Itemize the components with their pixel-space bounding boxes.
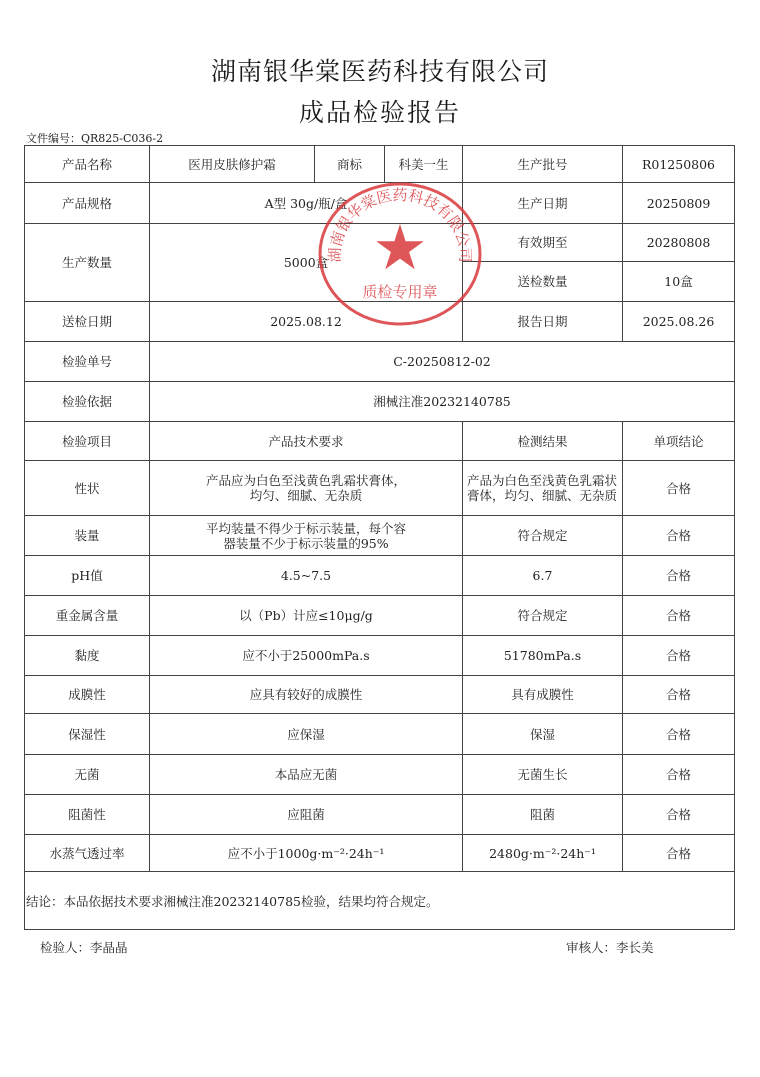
test-verdict: 合格 xyxy=(623,636,735,676)
mfg-date-label: 生产日期 xyxy=(463,183,623,224)
table-row xyxy=(25,755,735,795)
test-result: 2480g·m⁻²·24h⁻¹ xyxy=(463,835,623,872)
row-inspection-no xyxy=(25,342,735,382)
results-header-row xyxy=(25,422,735,461)
conclusion-text: 结论：本品依据技术要求湘械注准20232140785检验，结果均符合规定。 xyxy=(26,894,439,909)
header-result: 检测结果 xyxy=(463,422,623,461)
test-requirement: 平均装量不得少于标示装量，每个容器装量不少于标示装量的95% xyxy=(150,516,463,556)
test-verdict: 合格 xyxy=(623,596,735,636)
brand-label: 商标 xyxy=(315,146,385,183)
table-row xyxy=(25,556,735,596)
test-requirement: 以（Pb）计应≤10μg/g xyxy=(150,596,463,636)
batch-value: R01250806 xyxy=(623,146,735,183)
test-item: pH值 xyxy=(25,556,150,596)
test-item: 装量 xyxy=(25,516,150,556)
test-result: 具有成膜性 xyxy=(463,676,623,714)
document-number: 文件编号：QR825-C036-2 xyxy=(26,132,164,145)
table-row xyxy=(25,596,735,636)
quantity-value: 5000盒 xyxy=(150,224,463,302)
test-item: 阻菌性 xyxy=(25,795,150,835)
stamp-inner-text: 质检专用章 xyxy=(362,283,438,301)
batch-label: 生产批号 xyxy=(463,146,623,183)
test-requirement: 应不小于25000mPa.s xyxy=(150,636,463,676)
test-verdict: 合格 xyxy=(623,556,735,596)
test-requirement: 4.5~7.5 xyxy=(150,556,463,596)
expiry-label: 有效期至 xyxy=(463,224,623,262)
test-verdict: 合格 xyxy=(623,795,735,835)
test-result: 阻菌 xyxy=(463,795,623,835)
test-item: 水蒸气透过率 xyxy=(25,835,150,872)
test-requirement: 应阻菌 xyxy=(150,795,463,835)
table-row xyxy=(25,714,735,755)
report-title: 成品检验报告 xyxy=(298,98,461,127)
test-requirement: 应保湿 xyxy=(150,714,463,755)
row-product-name xyxy=(25,146,735,183)
test-result: 无菌生长 xyxy=(463,755,623,795)
row-basis xyxy=(25,382,735,422)
test-result: 6.7 xyxy=(463,556,623,596)
sample-qty-value: 10盒 xyxy=(623,262,735,302)
report-date-label: 报告日期 xyxy=(463,302,623,342)
test-verdict: 合格 xyxy=(623,676,735,714)
table-row xyxy=(25,461,735,516)
test-item: 性状 xyxy=(25,461,150,516)
test-item: 重金属含量 xyxy=(25,596,150,636)
test-verdict: 合格 xyxy=(623,461,735,516)
table-row xyxy=(25,795,735,835)
company-title: 湖南银华棠医药科技有限公司 xyxy=(210,57,549,86)
row-spec xyxy=(25,183,735,224)
reviewer-signature: 审核人：李长美 xyxy=(566,940,654,955)
spec-value: A型 30g/瓶/盒 xyxy=(150,183,463,224)
submit-date-value: 2025.08.12 xyxy=(150,302,463,342)
test-item: 黏度 xyxy=(25,636,150,676)
test-verdict: 合格 xyxy=(623,755,735,795)
spec-label: 产品规格 xyxy=(25,183,150,224)
test-requirement: 产品应为白色至浅黄色乳霜状膏体，均匀、细腻、无杂质 xyxy=(150,461,463,516)
test-result: 符合规定 xyxy=(463,596,623,636)
brand-value: 科美一生 xyxy=(385,146,463,183)
test-result: 符合规定 xyxy=(463,516,623,556)
inspection-report-table xyxy=(24,145,735,930)
test-verdict: 合格 xyxy=(623,714,735,755)
expiry-value: 20280808 xyxy=(623,224,735,262)
test-result: 51780mPa.s xyxy=(463,636,623,676)
basis-value: 湘械注准20232140785 xyxy=(150,382,735,422)
test-requirement: 应不小于1000g·m⁻²·24h⁻¹ xyxy=(150,835,463,872)
submit-date-label: 送检日期 xyxy=(25,302,150,342)
test-verdict: 合格 xyxy=(623,516,735,556)
test-item: 保湿性 xyxy=(25,714,150,755)
table-row xyxy=(25,835,735,872)
product-name-value: 医用皮肤修护霜 xyxy=(150,146,315,183)
test-item: 成膜性 xyxy=(25,676,150,714)
table-row xyxy=(25,636,735,676)
stamp-outer-text: 湖南银华棠医药科技有限公司 xyxy=(325,186,475,263)
product-name-label: 产品名称 xyxy=(25,146,150,183)
header-verdict: 单项结论 xyxy=(623,422,735,461)
test-result: 保湿 xyxy=(463,714,623,755)
report-date-value: 2025.08.26 xyxy=(623,302,735,342)
test-item: 无菌 xyxy=(25,755,150,795)
table-row xyxy=(25,676,735,714)
quantity-label: 生产数量 xyxy=(25,224,150,302)
row-quantity xyxy=(25,224,735,262)
basis-label: 检验依据 xyxy=(25,382,150,422)
test-result: 产品为白色至浅黄色乳霜状膏体，均匀、细腻、无杂质 xyxy=(463,461,623,516)
table-row xyxy=(25,516,735,556)
inspection-no-value: C-20250812-02 xyxy=(150,342,735,382)
header-item: 检验项目 xyxy=(25,422,150,461)
inspection-no-label: 检验单号 xyxy=(25,342,150,382)
header-requirement: 产品技术要求 xyxy=(150,422,463,461)
inspector-signature: 检验人：李晶晶 xyxy=(40,940,128,955)
mfg-date-value: 20250809 xyxy=(623,183,735,224)
test-verdict: 合格 xyxy=(623,835,735,872)
row-submit-date xyxy=(25,302,735,342)
test-requirement: 本品应无菌 xyxy=(150,755,463,795)
sample-qty-label: 送检数量 xyxy=(463,262,623,302)
test-requirement: 应具有较好的成膜性 xyxy=(150,676,463,714)
